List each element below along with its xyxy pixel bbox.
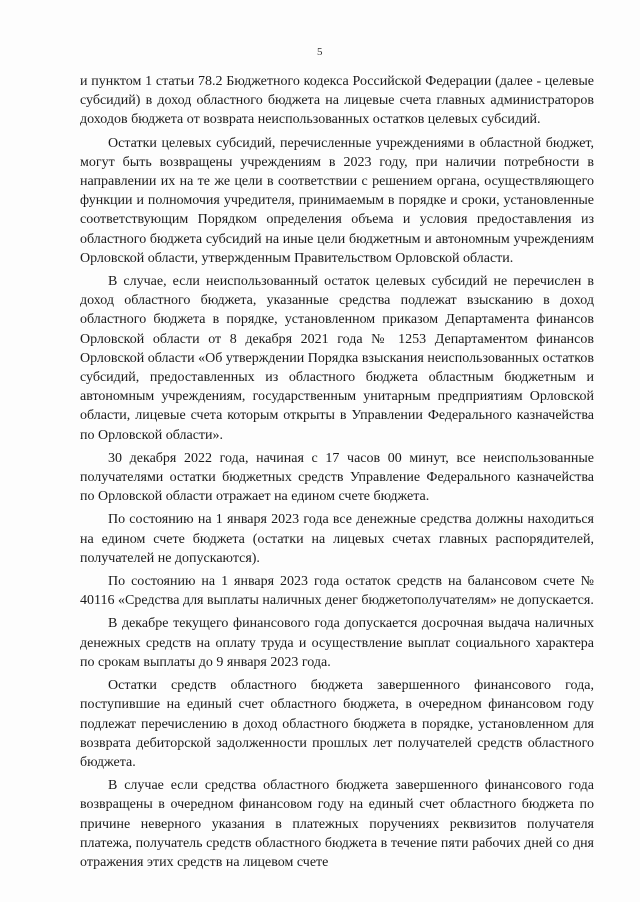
paragraph-2: Остатки целевых субсидий, перечисленные учреждениями в областной бюджет, могут быть возвращены учреждениям в 2023 году, при наличии потребности в направлении их на те же цели в соответствии с решением органа, осуществляющего функции и полномочия учредителя, принимаемым в порядке и сроки, установленные соответствующим Порядком определения объема и условия предоставления из областного бюджета субсидий на иные цели бюджетным и автономным учреждениям Орловской области, утвержденным Правительством Орловской области. (80, 135, 594, 266)
paragraph-4: 30 декабря 2022 года, начиная с 17 часов 00 минут, все неиспользованные получателями остатки бюджетных средств Управление Федерального казначейства по Орловской области отражает на едином счете бюджета. (80, 450, 594, 505)
paragraph-7: В декабре текущего финансового года допускается досрочная выдача наличных денежных средств на оплату труда и осуществление выплат социального характера по срокам выплаты до 9 января 2023 года. (80, 616, 594, 670)
document-body (80, 72, 594, 876)
page-number: 5 (317, 46, 323, 58)
paragraph-6: По состоянию на 1 января 2023 года остаток средств на балансовом счете № 40116 «Средства для выплаты наличных денег бюджетополучателям» не допускается. (80, 574, 594, 609)
paragraph-5: По состоянию на 1 января 2023 года все денежные средства должны находиться на едином счете бюджета (остатки на лицевых счетах главных распорядителей, получателей не допускаются). (80, 512, 594, 566)
paragraph-9: В случае если средства областного бюджета завершенного финансового года возвращены в очередном финансовом году на единый счет областного бюджета по причине неверного указания в платежных поручениях реквизитов получателя платежа, получатель средств областного бюджета в течение пяти рабочих дней со дня отражения этих средств на лицевом счете (80, 778, 594, 870)
paragraph-3: В случае, если неиспользованный остаток целевых субсидий не перечислен в доход областного бюджета, указанные средства подлежат взысканию в доход областного бюджета в порядке, установленном приказом Департамента финансов Орловской области от 8 декабря 2021 года № 1253 Департаментом финансов Орловской области «Об утверждении Порядка взыскания неиспользованных остатков субсидий, предоставленных из областного бюджета областным бюджетным и автономным учреждениям, государственным унитарным предприятиям Орловской области, лицевые счета которым открыты в Управлении Федерального казначейства по Орловской области». (80, 274, 594, 443)
paragraph-8: Остатки средств областного бюджета завершенного финансового года, поступившие на единый счет областного бюджета, в очередном финансовом году подлежат перечислению в доход областного бюджета в порядке, установленном для возврата дебиторской задолженности прошлых лет получателей средств областного бюджета. (80, 678, 594, 770)
paragraph-1: и пунктом 1 статьи 78.2 Бюджетного кодекса Российской Федерации (далее - целевые субсидий) в доход областного бюджета на лицевые счета главных администраторов доходов бюджета от возврата неиспользованных остатков целевых субсидий. (80, 74, 594, 128)
